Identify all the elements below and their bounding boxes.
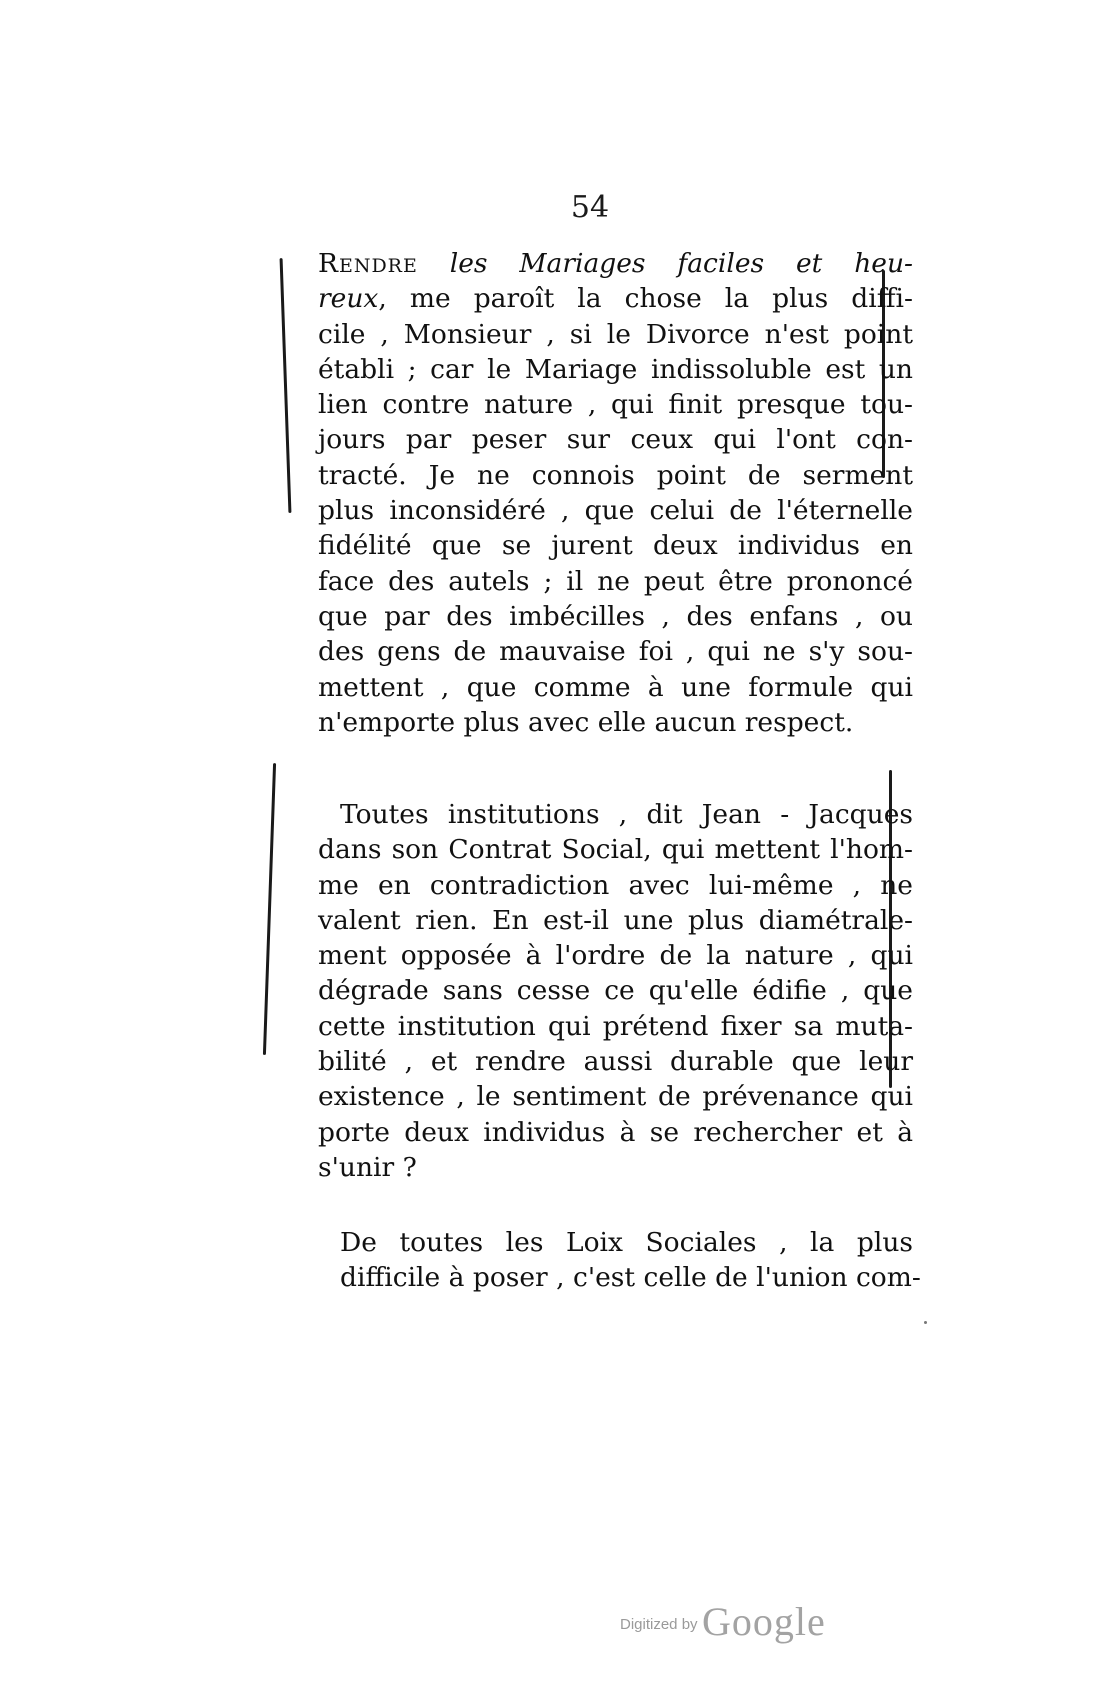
page-number: 54 [570, 190, 610, 225]
opening-word: Rendre [318, 248, 418, 279]
text-line: ment opposée à l'ordre de la nature , qui [318, 940, 913, 972]
text-line [318, 246, 913, 281]
text-line: valent rien. En est-il une plus diamétrale- [318, 904, 913, 936]
text-line: fidélité que se jurent deux individus en [318, 530, 913, 562]
paragraph-1 [318, 246, 913, 740]
ink-speck [924, 1321, 927, 1324]
text-line: établi ; car le Mariage indissoluble est un [318, 353, 913, 385]
text-line: lien contre nature , qui finit presque tou- [318, 389, 913, 421]
text-line: cette institution qui prétend fixer sa muta- [318, 1010, 913, 1042]
text-line: porte deux individus à se rechercher et à [318, 1116, 913, 1148]
text-line: s'unir ? [318, 1151, 417, 1183]
text-line: n'emporte plus avec elle aucun respect. [318, 706, 854, 738]
text-line: mettent , que comme à une formule qui [318, 671, 913, 703]
opening-italic-word: reux [318, 283, 379, 315]
text-line: difficile à poser , c'est celle de l'union com- [340, 1262, 921, 1294]
text-line: bilité , et rendre aussi durable que leur [318, 1046, 913, 1078]
digitized-watermark [620, 1598, 826, 1645]
text-span: , me paroît la chose la plus diffi- [378, 283, 913, 315]
text-line: cile , Monsieur , si le Divorce n'est point [318, 318, 913, 350]
text-line: des gens de mauvaise foi , qui ne s'y sou- [318, 636, 913, 668]
text-line: dégrade sans cesse ce qu'elle édifie , que [318, 975, 913, 1007]
text-line: que par des imbécilles , des enfans , ou [318, 600, 913, 632]
text-line: dans son Contrat Social, qui mettent l'hom- [318, 834, 913, 866]
left-margin-bracket-1 [280, 258, 292, 513]
text-line: plus inconsidéré , que celui de l'éternelle [318, 495, 913, 527]
paragraph-3 [318, 1225, 921, 1296]
text-line: De toutes les Loix Sociales , la plus [340, 1227, 913, 1258]
text-line: tracté. Je ne connois point de serment [318, 459, 913, 491]
text-line [318, 281, 913, 316]
watermark-brand-logo: Google [702, 1599, 826, 1644]
text-line: face des autels ; il ne peut être prononcé [318, 565, 913, 597]
left-margin-bracket-2 [263, 763, 276, 1055]
text-line: Toutes institutions , dit Jean - Jacques [340, 799, 913, 830]
opening-italic-text: les Mariages faciles et heu- [417, 248, 913, 279]
watermark-prefix: Digitized by [620, 1616, 698, 1633]
text-line: existence , le sentiment de prévenance qui [318, 1081, 913, 1113]
paragraph-2 [318, 797, 913, 1185]
text-line: jours par peser sur ceux qui l'ont con- [318, 424, 913, 456]
text-line: me en contradiction avec lui-même , ne [318, 869, 913, 901]
